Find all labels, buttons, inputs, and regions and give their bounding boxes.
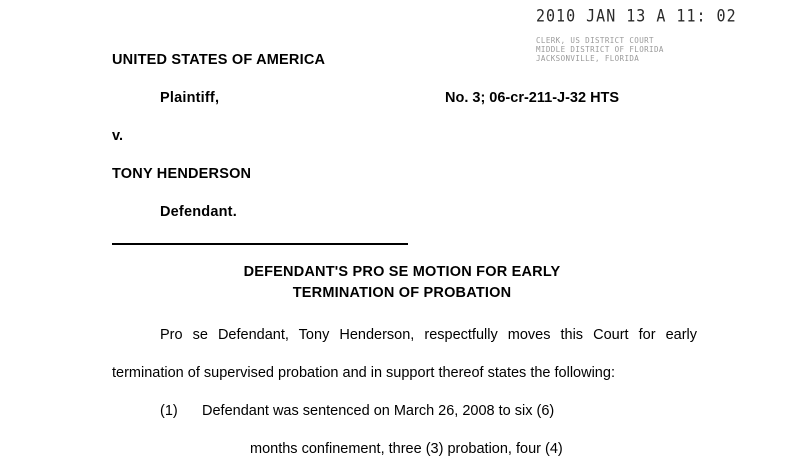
intro-paragraph: Pro se Defendant, Tony Henderson, respectfully moves this Court for early termination of supervised probation and in support thereof states the following: [112,327,697,381]
defendant-role: Defendant. [160,204,237,220]
filing-stamp-court-line-2: MIDDLE DISTRICT OF FLORIDA [536,45,664,54]
numbered-item-continuation: months confinement, three (3) probation, four (4) [250,441,563,457]
filing-stamp-court-line-3: JACKSONVILLE, FLORIDA [536,54,640,63]
caption-row-plaintiff-role [112,90,692,128]
numbered-item [112,392,697,468]
numbered-item-text: Defendant was sentenced on March 26, 2008 to six (6) [202,403,555,419]
caption-row-plaintiff-name [112,52,692,90]
document-body [112,316,697,468]
caption-row-defendant-name [112,166,692,204]
numbered-item-number: (1) [160,403,178,419]
filing-stamp-date: 2010 JAN 13 A 11: 02 [536,6,737,27]
caption-row-defendant-role [112,204,692,242]
filing-stamp-court-line-1: CLERK, US DISTRICT COURT [536,36,654,45]
versus-label: v. [112,128,124,144]
document-title-line-1: DEFENDANT'S PRO SE MOTION FOR EARLY [243,264,561,280]
plaintiff-name: UNITED STATES OF AMERICA [112,52,326,68]
caption-row-versus [112,128,692,166]
document-title [112,262,692,304]
plaintiff-role: Plaintiff, [160,90,220,106]
caption-divider-rule [112,243,408,245]
case-caption [112,52,692,242]
document-title-line-2: TERMINATION OF PROBATION [292,285,512,301]
defendant-name: TONY HENDERSON [112,166,252,182]
case-number: No. 3; 06-cr-211-J-32 HTS [445,90,620,106]
numbered-item-row [112,392,697,430]
